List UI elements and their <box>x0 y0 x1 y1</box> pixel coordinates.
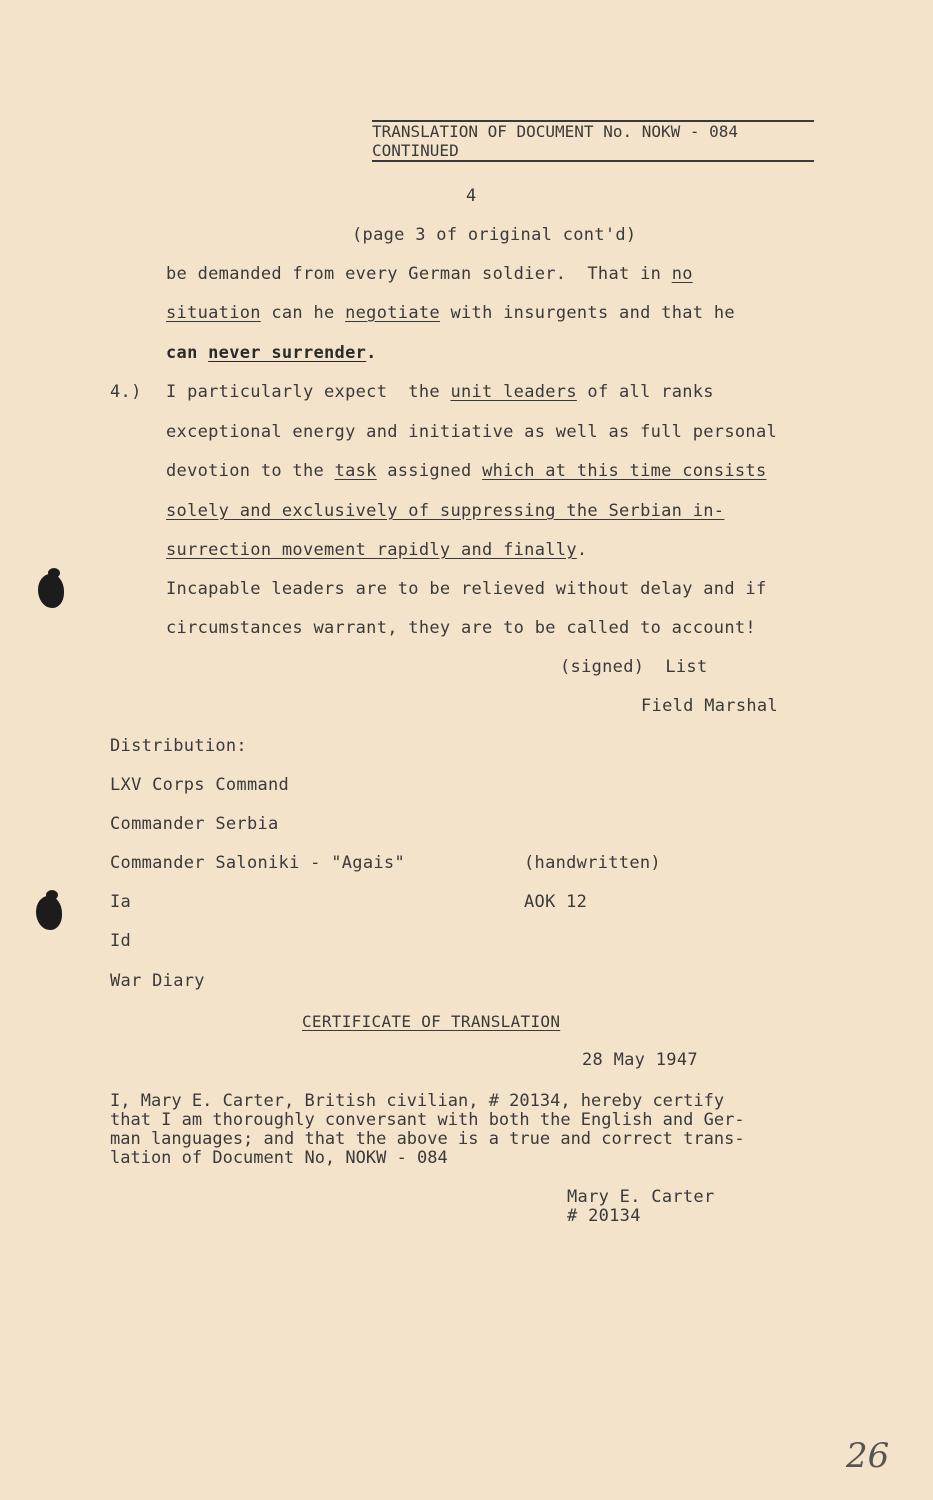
handwritten-label: (handwritten) <box>524 853 661 873</box>
certificate-signer-number: # 20134 <box>567 1206 641 1226</box>
distribution-item: LXV Corps Command <box>110 775 290 795</box>
item-label: 4.) <box>110 382 142 402</box>
distribution-heading: Distribution: <box>110 736 247 756</box>
signature-signed: (signed) List <box>560 657 708 677</box>
underlined-text: never surrender <box>208 343 367 363</box>
text-segment: assigned <box>376 461 483 481</box>
distribution-item: Id <box>110 931 132 951</box>
underlined-text: which at this time consists <box>482 461 767 481</box>
text-segment: I particularly expect the <box>166 382 451 402</box>
certificate-text: I, Mary E. Carter, British civilian, # 20134, hereby certify that I am thoroughly conversant with both the English and Ger- man languages; and that the above is a true and correct trans- lation of Document No, NOKW - 084 <box>110 1091 745 1168</box>
signature-rank: Field Marshal <box>641 696 778 716</box>
body-line-5: exceptional energy and initiative as well as full personal <box>166 422 778 442</box>
body-line-7: solely and exclusively of suppressing the Serbian in- <box>166 501 725 521</box>
underlined-text: task <box>334 461 377 481</box>
underlined-text: situation <box>166 303 261 323</box>
body-line-8 <box>166 540 587 560</box>
body-line-2 <box>166 303 735 323</box>
body-line-9: Incapable leaders are to be relieved without delay and if <box>166 579 767 599</box>
text-segment: can he <box>260 303 346 323</box>
header-continued: CONTINUED <box>372 141 459 160</box>
underlined-text: surrection movement rapidly and finally <box>166 540 577 560</box>
punch-hole <box>36 896 62 930</box>
certificate-title: CERTIFICATE OF TRANSLATION <box>302 1012 561 1031</box>
text-segment: . <box>576 540 588 560</box>
text-segment: devotion to the <box>166 461 335 481</box>
distribution-item: Commander Serbia <box>110 814 279 834</box>
distribution-item: Ia <box>110 892 132 912</box>
header-rule-bottom <box>372 160 814 162</box>
handwritten-page-number: 26 <box>846 1436 890 1476</box>
body-line-10: circumstances warrant, they are to be called to account! <box>166 618 756 638</box>
body-line-1 <box>166 264 693 284</box>
handwritten-value: AOK 12 <box>524 892 588 912</box>
text-segment: . <box>366 343 377 363</box>
text-segment: can <box>166 343 209 363</box>
underlined-text: negotiate <box>345 303 440 323</box>
page-number: 4 <box>466 186 477 206</box>
underlined-text: unit leaders <box>450 382 577 402</box>
body-line-6 <box>166 461 767 481</box>
certificate-date: 28 May 1947 <box>582 1050 698 1070</box>
body-line-3 <box>166 343 377 363</box>
page-note: (page 3 of original cont'd) <box>352 225 637 245</box>
header-title: TRANSLATION OF DOCUMENT No. NOKW - 084 <box>372 122 739 141</box>
certificate-signer-name: Mary E. Carter <box>567 1187 715 1207</box>
text-segment: of all ranks <box>576 382 714 402</box>
text-segment: be demanded from every German soldier. That in <box>166 264 672 284</box>
punch-hole <box>38 574 64 608</box>
distribution-item: Commander Saloniki - "Agais" <box>110 853 405 873</box>
body-line-4 <box>166 382 714 402</box>
distribution-item: War Diary <box>110 971 205 991</box>
text-segment: with insurgents and that he <box>439 303 735 323</box>
underlined-text: no <box>671 264 693 284</box>
